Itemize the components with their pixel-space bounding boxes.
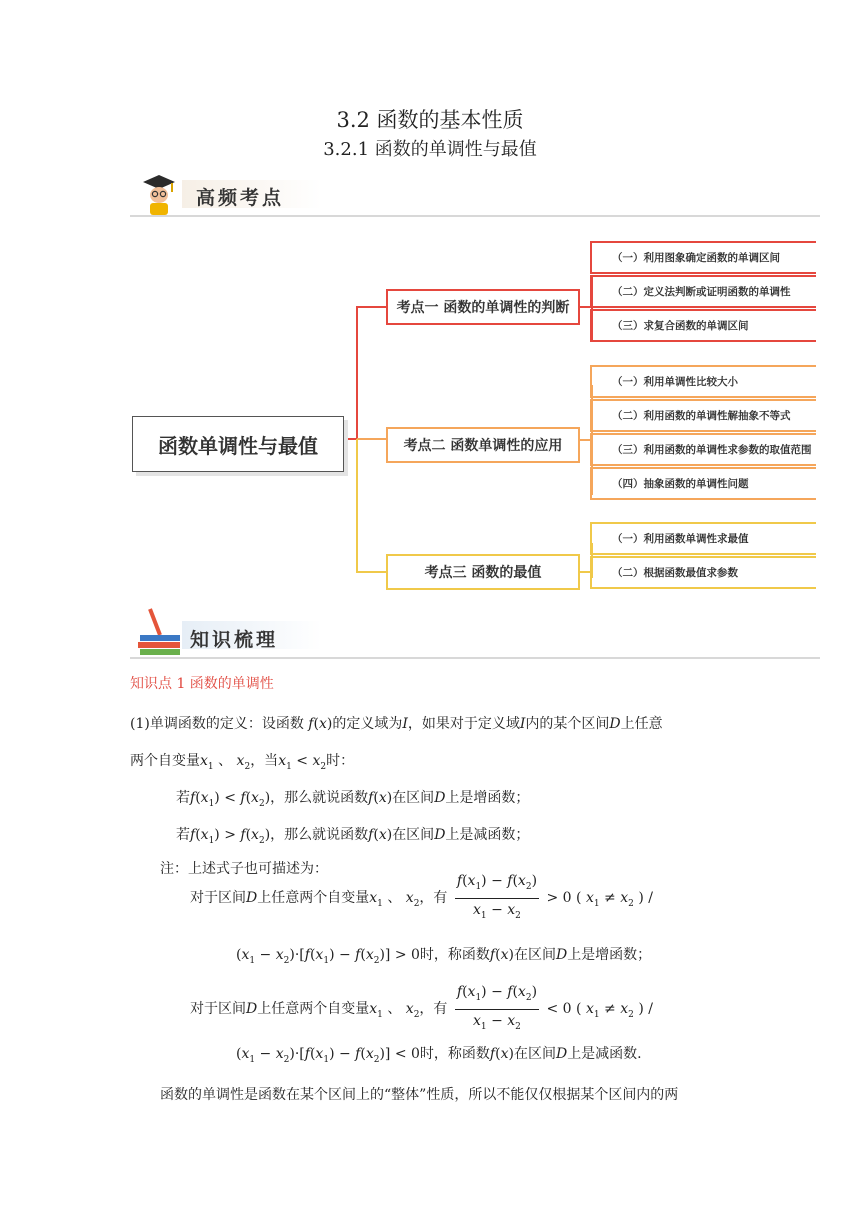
mindmap-branch-1: 考点一 函数的单调性的判断	[386, 289, 580, 325]
mindmap-leaf: （三）求复合函数的单调区间	[590, 309, 816, 342]
closing-paragraph: 函数的单调性是函数在某个区间上的“整体”性质，所以不能仅仅根据某个区间内的两	[160, 1087, 679, 1103]
mindmap-root: 函数单调性与最值	[132, 416, 344, 472]
section-label-knowledge: 知识梳理	[190, 629, 279, 651]
alt-decreasing-line-1: 对于区间D上任意两个自变量$x_1$ 、 $x_2$，有 $\frac{f(x_1) - f(x_2)}{x_1 - x_2}$ < 0 ( $x_1 \ne x_2$ ) /	[190, 983, 653, 1032]
alt-decreasing-line-2: $(x_1 - x_2)\cdot[f(x_1) - f(x_2)] < 0$时，称函数f(x)在区间D上是减函数.	[236, 1046, 642, 1065]
graduate-mascot-icon	[142, 172, 176, 216]
definition-line-2: 两个自变量$x_1$ 、 $x_2$，当$x_1 < x_2$时：	[130, 753, 355, 772]
page-subtitle: 3.2.1 函数的单调性与最值	[323, 139, 537, 160]
section-header-1	[130, 170, 820, 222]
mindmap-branch-3: 考点三 函数的最值	[386, 554, 580, 590]
increasing-condition: 若$f(x_1) < f(x_2)$，那么就说函数f(x)在区间D上是增函数；	[176, 790, 530, 809]
note-line: 注：上述式子也可描述为：	[160, 861, 328, 877]
alt-increasing-line-2: $(x_1 - x_2)\cdot[f(x_1) - f(x_2)] > 0$时，称函数f(x)在区间D上是增函数；	[236, 947, 652, 966]
mindmap-leaf: （二）根据函数最值求参数	[590, 556, 816, 589]
mindmap-leaf: （一）利用单调性比较大小	[590, 365, 816, 398]
mindmap-leaf: （三）利用函数的单调性求参数的取值范围	[590, 433, 816, 466]
mindmap-leaf: （二）定义法判断或证明函数的单调性	[590, 275, 816, 308]
page-title: 3.2 函数的基本性质	[336, 108, 524, 132]
books-pencil-icon	[136, 607, 182, 657]
knowledge-point-heading: 知识点 1 函数的单调性	[130, 676, 274, 692]
mindmap-leaf: （一）利用函数单调性求最值	[590, 522, 816, 555]
section-label-high-freq: 高频考点	[196, 187, 285, 209]
section-header-2	[130, 605, 820, 663]
mindmap-leaf: （二）利用函数的单调性解抽象不等式	[590, 399, 816, 432]
decreasing-condition: 若$f(x_1) > f(x_2)$，那么就说函数f(x)在区间D上是减函数；	[176, 827, 530, 846]
mindmap-leaf: （一）利用图象确定函数的单调区间	[590, 241, 816, 274]
definition-line-1: (1)单调函数的定义：设函数 f(x)的定义域为I，如果对于定义域I内的某个区间D上任意	[130, 716, 663, 732]
alt-increasing-line-1: 对于区间D上任意两个自变量$x_1$ 、 $x_2$，有 $\frac{f(x_1) - f(x_2)}{x_1 - x_2}$ > 0 ( $x_1 \ne x_2$ ) /	[190, 872, 653, 921]
mindmap-branch-2: 考点二 函数单调性的应用	[386, 427, 580, 463]
mindmap-leaf: （四）抽象函数的单调性问题	[590, 467, 816, 500]
